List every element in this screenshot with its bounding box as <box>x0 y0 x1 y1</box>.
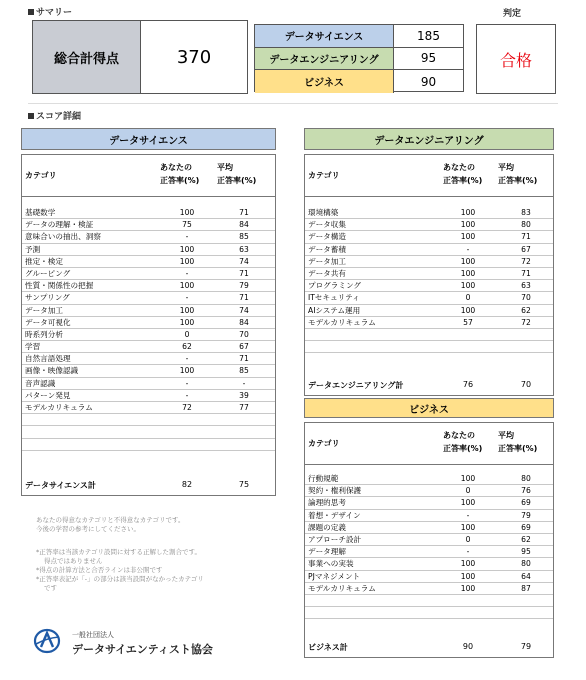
your-score: 100 <box>460 571 476 581</box>
sub-score-row-de <box>255 48 463 71</box>
org-name: データサイエンティスト協会 <box>72 643 213 656</box>
your-score: 72 <box>182 403 192 412</box>
table-row <box>305 558 553 570</box>
sub-score-label: データエンジニアリング <box>255 48 394 70</box>
average-score: 80 <box>521 559 531 569</box>
average-score: - <box>242 378 246 388</box>
table-row <box>305 522 553 534</box>
total-label: データサイエンス計 <box>25 481 96 490</box>
your-score: 0 <box>465 293 471 303</box>
table-row <box>305 280 553 292</box>
category-name: データ加工 <box>25 305 63 315</box>
column-header-line: 正答率(%) <box>498 176 538 185</box>
column-header-yours <box>443 161 482 187</box>
table-row <box>22 317 275 329</box>
your-score: 62 <box>182 342 192 352</box>
table-row <box>22 353 275 365</box>
header-gap <box>305 197 553 207</box>
category-name: 性質・関係性の把握 <box>25 281 94 291</box>
table-row <box>305 497 553 509</box>
table-row <box>22 414 275 426</box>
category-name: 着想・デザイン <box>308 510 361 520</box>
table-row <box>305 219 553 231</box>
table-row <box>305 317 553 329</box>
table-row <box>22 219 275 231</box>
category-name: グルーピング <box>25 268 71 278</box>
your-score: 100 <box>179 256 195 266</box>
average-score: 80 <box>521 474 531 483</box>
category-name: データ収集 <box>308 220 346 230</box>
your-score: - <box>185 378 189 388</box>
your-score: 75 <box>182 220 192 230</box>
average-score: 71 <box>521 232 531 242</box>
your-score: 100 <box>460 232 476 242</box>
verdict-box <box>476 24 556 94</box>
note-line: *正答率は当該カテゴリ設問に対する正解した割合です。 <box>36 548 201 556</box>
average-score: 63 <box>521 281 531 291</box>
your-score: 100 <box>179 317 195 327</box>
your-score: 100 <box>460 498 476 508</box>
sub-score-value: 185 <box>417 28 440 43</box>
category-name: 環境構築 <box>308 208 339 217</box>
sub-score-row-biz <box>255 70 463 93</box>
total-average-score: 75 <box>238 480 250 489</box>
table-header <box>305 155 553 197</box>
column-header-line: あなたの <box>443 163 475 172</box>
ds-total-row <box>22 480 275 492</box>
category-name: モデルカリキュラム <box>308 317 376 327</box>
average-score: 74 <box>239 256 249 266</box>
category-name: データ蓄積 <box>308 244 346 254</box>
table-row <box>22 378 275 390</box>
table-row <box>305 534 553 546</box>
sub-score-value: 95 <box>420 51 437 66</box>
average-score: 71 <box>239 208 249 217</box>
table-row <box>305 292 553 304</box>
average-score: 39 <box>239 390 249 400</box>
average-score: 95 <box>521 547 531 557</box>
sub-score-row-ds <box>255 25 463 48</box>
table-row <box>305 305 553 317</box>
table-row <box>305 473 553 485</box>
category-name: パターン発見 <box>25 390 71 400</box>
total-label: ビジネス計 <box>308 643 348 652</box>
table-row <box>305 256 553 268</box>
notes-bullets <box>36 548 204 593</box>
your-score: - <box>466 510 470 520</box>
total-average-score: 79 <box>520 642 532 651</box>
average-score: 77 <box>239 403 249 412</box>
average-score: 71 <box>239 268 249 278</box>
de-panel-header: データエンジニアリング <box>304 128 554 150</box>
category-name: 行動規範 <box>308 474 339 483</box>
column-header-line: あなたの <box>160 163 192 172</box>
category-name: データ加工 <box>308 256 346 266</box>
your-score: 100 <box>179 208 195 217</box>
category-name: データ構造 <box>308 232 346 242</box>
table-row <box>22 390 275 402</box>
note-line: *正答率表記が「-」の部分は該当設問がなかったカテゴリ <box>36 575 204 583</box>
category-name: 課題の定義 <box>308 522 346 532</box>
category-name: 自然言語処理 <box>25 354 71 364</box>
average-score: 83 <box>521 208 531 217</box>
data-engineering-panel <box>304 128 554 396</box>
business-panel <box>304 398 554 660</box>
your-score: 57 <box>463 317 473 327</box>
table-row <box>305 595 553 607</box>
average-score: 72 <box>521 256 531 266</box>
column-header-line: 正答率(%) <box>217 176 257 185</box>
total-your-score: 90 <box>462 642 474 651</box>
average-score: 67 <box>239 342 249 352</box>
column-header-category: カテゴリ <box>308 439 340 448</box>
average-score: 74 <box>239 305 249 315</box>
biz-score-table <box>304 422 554 658</box>
total-your-score: 76 <box>462 380 474 389</box>
table-row <box>305 341 553 353</box>
category-name: AIシステム運用 <box>308 305 361 315</box>
average-score: 71 <box>239 354 249 364</box>
category-name: 事業への実装 <box>308 559 354 569</box>
average-score: 62 <box>521 305 531 315</box>
your-score: - <box>185 390 189 400</box>
table-row <box>305 268 553 280</box>
column-header-average <box>498 429 537 455</box>
table-row <box>22 244 275 256</box>
your-score: 100 <box>179 281 195 291</box>
category-name: PJマネジメント <box>308 571 361 581</box>
category-name: データの理解・検証 <box>25 220 94 230</box>
ds-score-table <box>21 154 276 496</box>
notes-intro <box>36 516 184 534</box>
table-row <box>305 329 553 341</box>
org-type-label: 一般社団法人 <box>72 631 114 639</box>
category-name: 学習 <box>25 342 41 352</box>
average-score: 85 <box>239 232 249 242</box>
category-name: 推定・検定 <box>25 256 63 266</box>
table-row <box>22 256 275 268</box>
category-name: データ共有 <box>308 268 346 278</box>
column-header-average <box>498 161 537 187</box>
average-score: 84 <box>239 220 249 230</box>
sub-score-label: ビジネス <box>255 70 394 93</box>
your-score: 0 <box>465 486 471 496</box>
table-row <box>22 341 275 353</box>
note-line: です <box>44 584 57 592</box>
average-score: 70 <box>239 329 249 339</box>
your-score: 100 <box>460 268 476 278</box>
column-header-line: 正答率(%) <box>443 444 483 453</box>
verdict-label: 判定 <box>503 9 522 19</box>
average-score: 79 <box>239 281 249 291</box>
verdict-value: 合格 <box>499 50 532 70</box>
category-name: 時系列分析 <box>25 329 63 339</box>
category-name: モデルカリキュラム <box>308 583 376 593</box>
average-score: 62 <box>521 534 531 544</box>
category-name: 予測 <box>25 244 41 254</box>
your-score: 100 <box>460 474 476 483</box>
header-gap <box>22 197 275 207</box>
category-name: アプローチ設計 <box>308 534 362 544</box>
column-header-average <box>217 161 256 187</box>
table-header <box>22 155 275 197</box>
table-row <box>22 268 275 280</box>
average-score: 69 <box>521 522 531 532</box>
sub-scores-table <box>254 24 464 92</box>
data-science-panel <box>21 128 276 498</box>
section-divider <box>28 103 558 104</box>
biz-total-row <box>305 642 553 654</box>
average-score: 85 <box>239 366 249 376</box>
de-total-row <box>305 380 553 392</box>
note-line: *得点の計算方法と合否ラインは非公開です <box>36 566 163 574</box>
your-score: - <box>185 354 189 364</box>
your-score: - <box>185 293 189 303</box>
table-row <box>22 365 275 377</box>
column-header-line: 平均 <box>498 431 514 440</box>
sub-score-value: 90 <box>420 74 437 89</box>
column-header-line: 正答率(%) <box>443 176 483 185</box>
your-score: 100 <box>460 583 476 593</box>
category-name: モデルカリキュラム <box>25 403 93 412</box>
table-row <box>22 402 275 414</box>
table-row <box>22 280 275 292</box>
column-header-line: 正答率(%) <box>160 176 200 185</box>
your-score: - <box>185 268 189 278</box>
note-line: あなたの得意なカテゴリと不得意なカテゴリです。 <box>36 516 185 524</box>
your-score: - <box>466 244 470 254</box>
table-row <box>305 583 553 595</box>
your-score: 100 <box>179 305 195 315</box>
table-row <box>22 426 275 438</box>
average-score: 67 <box>521 244 531 254</box>
category-name: 意味合いの抽出、洞察 <box>25 232 101 242</box>
sub-score-label: データサイエンス <box>255 25 394 47</box>
your-score: - <box>466 547 470 557</box>
total-label: データエンジニアリング計 <box>308 381 404 390</box>
biz-panel-header: ビジネス <box>304 398 554 418</box>
category-name: サンプリング <box>25 293 70 303</box>
column-header-line: 正答率(%) <box>498 444 538 453</box>
average-score: 69 <box>521 498 531 508</box>
ds-panel-header: データサイエンス <box>21 128 276 150</box>
your-score: 100 <box>179 366 195 376</box>
table-row <box>305 244 553 256</box>
note-line: 今後の学習の参考にしてください。 <box>36 525 140 533</box>
table-row <box>305 546 553 558</box>
column-header-yours <box>443 429 482 455</box>
your-score: - <box>185 232 189 242</box>
table-row <box>22 305 275 317</box>
average-score: 71 <box>521 268 531 278</box>
category-name: 音声認識 <box>25 378 56 388</box>
your-score: 100 <box>460 559 476 569</box>
table-row <box>22 207 275 219</box>
column-header-line: 平均 <box>498 163 514 172</box>
association-logo-icon <box>32 628 62 654</box>
table-row <box>305 207 553 219</box>
average-score: 87 <box>521 583 531 593</box>
average-score: 70 <box>521 293 531 303</box>
category-name: 論理的思考 <box>308 498 346 508</box>
category-name: データ可視化 <box>25 317 71 327</box>
average-score: 64 <box>521 571 531 581</box>
column-header-category: カテゴリ <box>25 171 57 180</box>
total-average-score: 70 <box>520 380 532 389</box>
total-score-value: 370 <box>176 46 212 68</box>
table-row <box>305 510 553 522</box>
your-score: 0 <box>184 329 190 339</box>
header-gap <box>305 465 553 473</box>
category-name: 基礎数学 <box>25 208 56 217</box>
table-row <box>305 485 553 497</box>
table-row <box>22 329 275 341</box>
table-row <box>22 292 275 304</box>
your-score: 100 <box>460 220 476 230</box>
note-line: 得点ではありません <box>44 557 103 565</box>
average-score: 63 <box>239 244 249 254</box>
your-score: 100 <box>460 256 476 266</box>
your-score: 0 <box>465 534 471 544</box>
column-header-line: 平均 <box>217 163 233 172</box>
column-header-category: カテゴリ <box>308 171 340 180</box>
your-score: 100 <box>179 244 195 254</box>
total-score-box <box>32 20 248 94</box>
column-header-yours <box>160 161 199 187</box>
category-name: 契約・権利保護 <box>308 486 362 496</box>
table-row <box>305 607 553 619</box>
total-score-label: 総合計得点 <box>33 21 141 93</box>
your-score: 100 <box>460 281 476 291</box>
your-score: 100 <box>460 522 476 532</box>
your-score: 100 <box>460 305 476 315</box>
average-score: 76 <box>521 486 531 496</box>
total-your-score: 82 <box>181 480 193 489</box>
average-score: 80 <box>521 220 531 230</box>
de-score-table <box>304 154 554 396</box>
average-score: 79 <box>521 510 531 520</box>
category-name: データ理解 <box>308 547 346 557</box>
summary-section-title: サマリー <box>28 5 72 18</box>
table-row <box>22 231 275 243</box>
category-name: プログラミング <box>308 281 362 291</box>
table-row <box>305 571 553 583</box>
category-name: ITセキュリティ <box>308 293 360 303</box>
your-score: 100 <box>460 208 476 217</box>
average-score: 84 <box>239 317 249 327</box>
column-header-line: あなたの <box>443 431 475 440</box>
category-name: 画像・映像認識 <box>25 366 79 376</box>
table-header <box>305 423 553 465</box>
table-row <box>305 231 553 243</box>
average-score: 72 <box>521 317 531 327</box>
table-row <box>22 439 275 451</box>
average-score: 71 <box>239 293 249 303</box>
detail-section-title: スコア詳細 <box>28 109 81 122</box>
